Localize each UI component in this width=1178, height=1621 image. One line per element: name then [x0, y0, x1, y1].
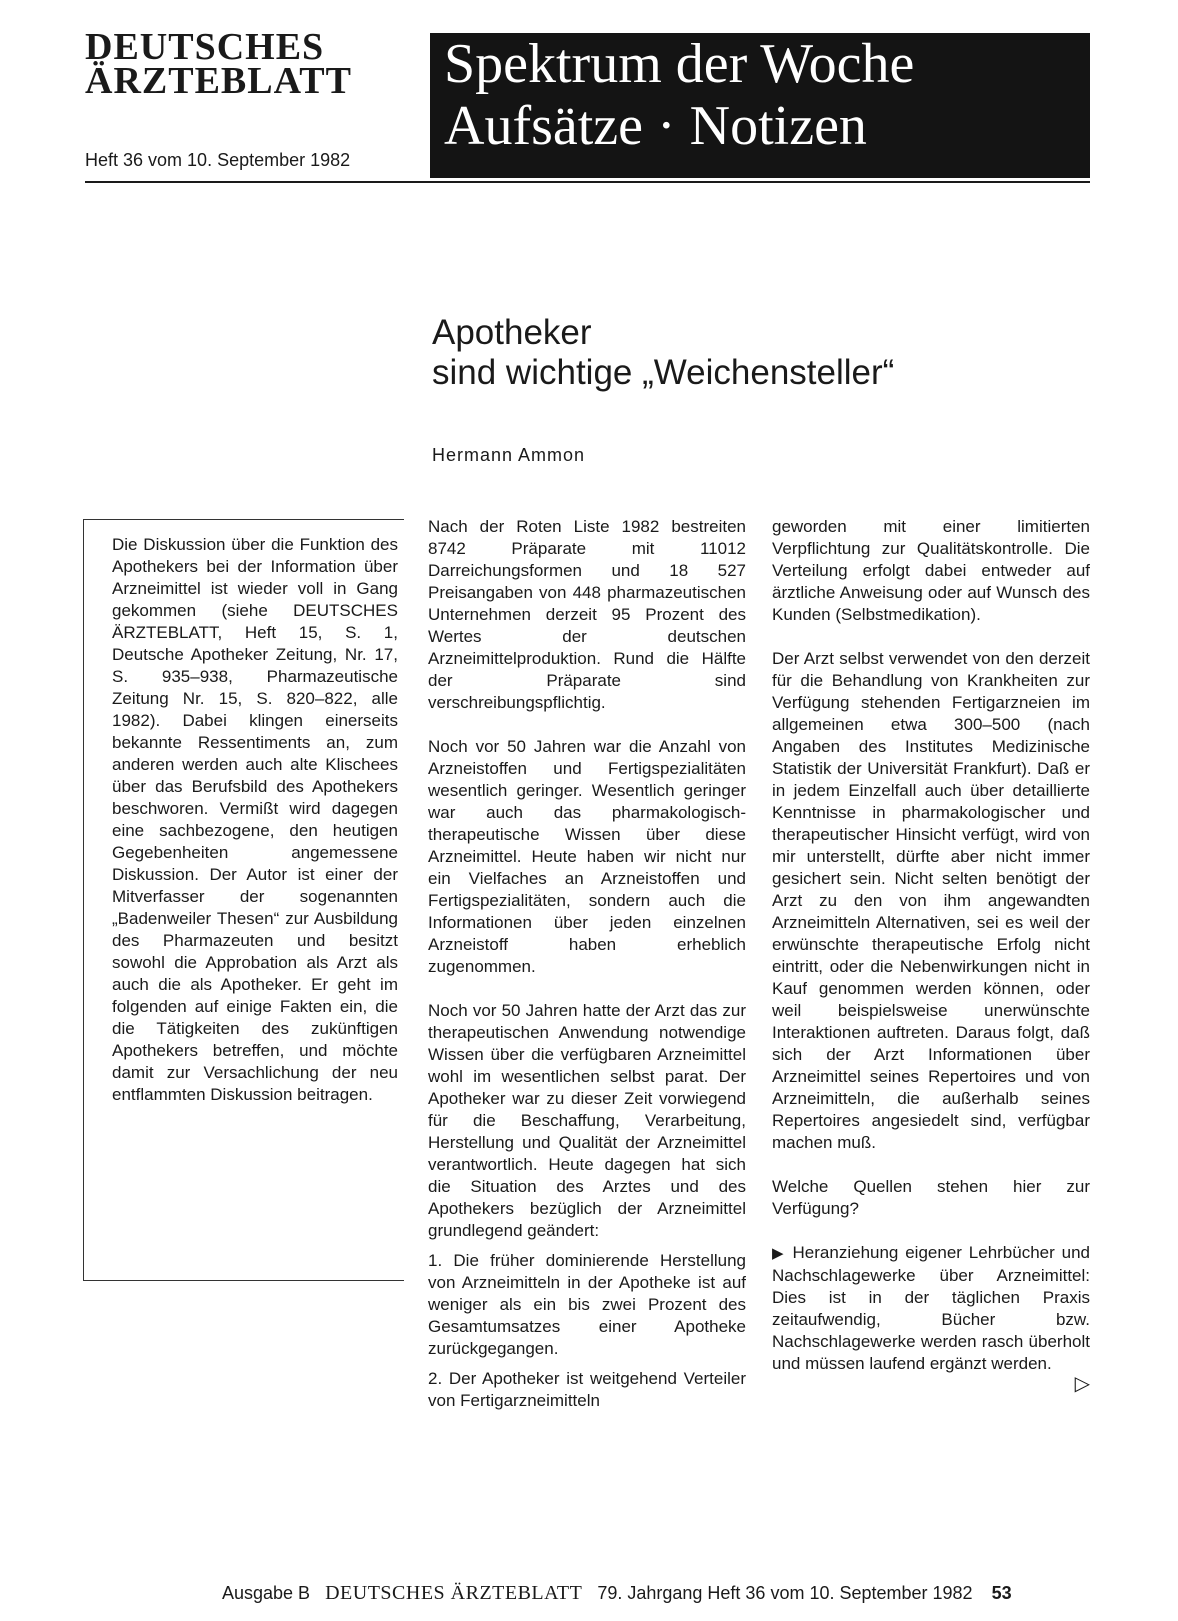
paragraph: Welche Quellen stehen hier zur Verfügung?	[772, 1177, 1090, 1218]
list-item: 2. Der Apotheker ist weitgehend Verteiler von Fertigarzneimitteln	[428, 1369, 746, 1410]
body-column-2	[772, 516, 1090, 1393]
paragraph: Noch vor 50 Jahren hatte der Arzt das zur therapeutischen Anwendung notwendige Wissen über die verfügbaren Arzneimittel wohl im wesentlichen selbst parat. Der Apotheker war zu dieser Zeit vorwiegend für die Beschaffung, Verarbeitung, Herstellung und Qualität der Arzneimittel verantwortlich. Heute dagegen hat sich die Situation des Arztes und des Apothekers bezüglich der Arzneimittel grundlegend geändert:	[428, 1001, 746, 1240]
abstract-box	[83, 519, 404, 1281]
article-title	[432, 313, 894, 393]
paragraph: Nach der Roten Liste 1982 bestreiten 8742 Präparate mit 11012 Darreichungsformen und 18 527 Preisangaben von 448 pharmazeutischen Unternehmen derzeit 95 Prozent des Wertes der deutschen Arzneimittelproduktion. Rund die Hälfte der Präparate sind verschreibungspflichtig.	[428, 517, 746, 712]
bullet-text: Heranziehung eigener Lehrbücher und Nachschlagewerke über Arzneimittel: Dies ist in der täglichen Praxis zeitaufwendig, Bücher bzw. Nachschlagewerke werden rasch überholt und müssen laufend ergänzt werden.	[772, 1243, 1090, 1373]
issue-date: Heft 36 vom 10. September 1982	[85, 150, 351, 170]
footer-issue: 79. Jahrgang Heft 36 vom 10. September 1982	[597, 1583, 973, 1603]
paragraph: geworden mit einer limitierten Verpflichtung zur Qualitätskontrolle. Die Verteilung erfolgt dabei entweder auf ärztliche Anweisung oder auf Wunsch des Kunden (Selbstmedikation).	[772, 517, 1090, 624]
page-number: 53	[991, 1583, 1012, 1603]
title-line-1: Apotheker	[432, 313, 592, 352]
masthead-line-1: DEUTSCHES	[85, 26, 325, 68]
section-banner	[430, 33, 1090, 178]
masthead-logo	[85, 26, 415, 102]
header-divider	[85, 181, 1090, 183]
footer-edition: Ausgabe B	[222, 1583, 311, 1603]
body-column-1	[428, 516, 746, 1434]
paragraph: Der Arzt selbst verwendet von den derzeit für die Behandlung von Krankheiten zur Verfügung stehenden Fertigarzneien im allgemeinen etwa 300–500 (nach Angaben des Institutes Medizinische Statistik der Universität Frankfurt). Daß er in jedem Einzelfall auch über detaillierte Kenntnisse in pharmakologischer und therapeutischer Hinsicht verfügt, wird von mir unterstellt, dürfte aber nicht immer gesichert sein. Nicht selten benötigt der Arzt zu den von ihm angewandten Arzneimitteln Alternativen, sei es weil der erwünschte therapeutische Erfolg nicht eintritt, oder die Nebenwirkungen nicht in Kauf genommen werden können, oder weil beispielsweise unerwünschte Interaktionen auftreten. Daraus folgt, daß sich der Arzt Informationen über Arzneimittel seines Repertoires und von Arzneimitteln, die außerhalb seines Repertoires angesiedelt sind, verfügbar machen muß.	[772, 649, 1090, 1152]
bullet-arrow-icon: ▶	[772, 1245, 786, 1262]
continue-arrow-icon: ▷	[1074, 1373, 1090, 1395]
page-footer	[222, 1582, 1012, 1605]
masthead-line-2: ÄRZTEBLATT	[85, 60, 352, 102]
footer-paper-name: DEUTSCHES ÄRZTEBLATT	[325, 1582, 583, 1604]
banner-line-2: Aufsätze · Notizen	[444, 95, 867, 157]
list-item: 1. Die früher dominierende Herstellung von Arzneimitteln in der Apotheke ist auf weniger als ein bis zwei Prozent des Gesamtumsatzes einer Apotheke zurückgegangen.	[428, 1251, 746, 1358]
article-author: Hermann Ammon	[432, 445, 586, 465]
bullet-item	[772, 1242, 1090, 1375]
title-line-2: sind wichtige „Weichensteller“	[432, 353, 895, 392]
banner-line-1: Spektrum der Woche	[444, 33, 915, 95]
paragraph: Noch vor 50 Jahren war die Anzahl von Arzneistoffen und Fertigspezialitäten wesentlich geringer. Wesentlich geringer war auch das pharmakologisch-therapeutische Wissen über diese Arzneimittel. Heute haben wir nicht nur ein Vielfaches an Arzneistoffen und Fertigspezialitäten, sondern auch die Informationen über jeden einzelnen Arzneistoff haben erheblich zugenommen.	[428, 737, 746, 976]
abstract-text: Die Diskussion über die Funktion des Apothekers bei der Information über Arzneimittel ist wieder voll in Gang gekommen (siehe DEUTSCHES ÄRZTEBLATT, Heft 15, S. 1, Deutsche Apotheker Zeitung, Nr. 17, S. 935–938, Pharmazeutische Zeitung Nr. 15, S. 820–822, alle 1982). Dabei klingen einerseits bekannte Ressentiments an, zum anderen werden auch alte Klischees über das Berufsbild des Apothekers beschworen. Vermißt wird dagegen eine sachbezogene, den heutigen Gegebenheiten angemessene Diskussion. Der Autor ist einer der Mitverfasser der sogenannten „Badenweiler Thesen“ zur Ausbildung des Pharmazeuten und besitzt sowohl die Approbation als Arzt als auch die als Apotheker. Er geht im folgenden auf einige Fakten ein, die die Tätigkeiten des zukünftigen Apothekers betreffen, und möchte damit zur Versachlichung der neu entflammten Diskussion beitragen.	[112, 535, 398, 1104]
